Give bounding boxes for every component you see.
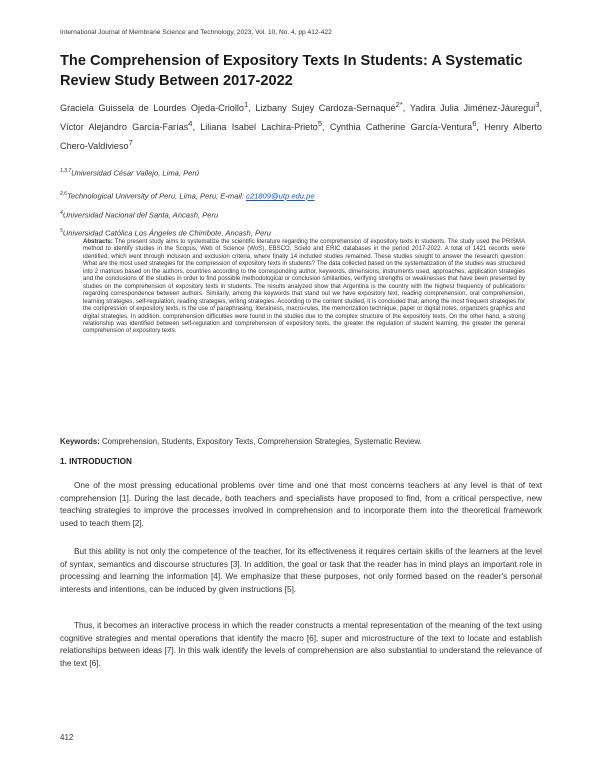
author: Yadira Julia Jiménez-Jáuregui$^3$, [409, 100, 542, 114]
affiliation: $^{1,3,7}$Universidad César Vallejo, Lima, Perú [60, 168, 200, 178]
affiliation: $^5$Universidad Católica Los Ángeles de Chimbote, Ancash, Peru [60, 228, 272, 238]
paragraph: Thus, it becomes an interactive process in which the reader constructs a mental representation of the meaning of the text using cognitive strategies and mental operations that identify the macro [6], super and microstructure of the text to locate and establish relationships between ideas [7]. In this walk identify the levels of comprehension are also substantial to understand the relevance of the text [6]. [60, 621, 542, 668]
page-number: 412 [60, 733, 74, 742]
paragraph: One of the most pressing educational problems over time and one that most concerns teachers at any level is that of text comprehension [1]. During the last decade, both teachers and specialists have proposed to find, from a critical perspective, new teaching strategies to improve the processes involved in comprehension and to incorporate them into the theoretical framework used to teach them [2]. [60, 481, 542, 528]
affiliation: $^4$Universidad Nacional del Santa, Ancash, Peru [60, 210, 219, 220]
abstract [83, 239, 525, 336]
journal-header: International Journal of Membrane Science and Technology, 2023, Vol. 10, No. 4, pp 412-422 [60, 29, 332, 36]
abstract-text: The present study aims to systematize the scientific literature regarding the comprehension of expository texts in students. The study used the PRISMA method to identify studies in the Scopus, Web of Science (WoS), EBSCO, Scielo and ERIC databases in the period 2017-2022. A total of 1421 records were identified, which went through inclusion and exclusion criteria, where finally 14 included studies remained. These studies sought to answer the research question: What are the most used strategies for the compression of expository texts in students? The data collected based on the systematization of the studies was structured into 2 matrices based on the authors, countries according to the corresponding author, keywords, dimensions, instruments used, approaches, application strategies and the conclusions of the studies in order to find possible methodological or conclusion similarities, verifying strengths or weaknesses that have been presented by studies on the comprehension of expository texts in students. The results analyzed show that Argentina is the country with the highest frequency of publications regarding correspondence between authors. Similarly, among the keywords that stand out we have expository text, reading comprehension, oral comprehension, learning strategies, self-regulation, reading strategies, writing strategies. According to the content studied, it is concluded that, among the most frequent strategies for the compression of expository texts, is the use of paraphrasing, literalness, macro-rules, the memorization technique, paper or digital notes, organizers graphics and digital strategies. In addition, comprehension difficulties were found in the studies due to the complex structure of the expository texts. On the other hand, a strong relationship was identified between self-regulation and comprehension of expository texts, the greater the regulation of student learning, the greater the general comprehension of expository texts. [83, 239, 525, 335]
keywords [60, 437, 542, 446]
author-list [60, 97, 542, 154]
affiliation: $^{2,6}$Technological University of Peru, Lima, Peru; E-mail: c21809@utp.edu.pe [60, 191, 315, 201]
author: Henry Alberto Chero-Valdivieso$^7$ [60, 122, 542, 152]
paper-title: The Comprehension of Expository Texts In Students: A Systematic Review Study Between 2017-2022 [60, 53, 523, 89]
author: Liliana Isabel Lachira-Prieto$^5$, [200, 119, 330, 133]
author: Lizbany Sujey Cardoza-Sernaqué$^{2*}$, [255, 100, 410, 114]
paragraph: But this ability is not only the competence of the teacher, for its effectiveness it requires certain skills of the learners at the level of syntax, semantics and discourse structures [3]. In addition, the goal or task that the reader has in mind plays an important role in processing and learning the information [4]. We emphasize that these purposes, not only formed based on the reader's personal interests and intentions, can be induced by given instructions [5]. [60, 547, 542, 594]
abstract-label: Abstracts: [83, 239, 113, 245]
author: Graciela Guissela de Lourdes Ojeda-Criollo$^1$, [60, 100, 256, 114]
section-heading: 1. INTRODUCTION [60, 457, 132, 466]
author: Cynthia Catherine García-Ventura$^6$, [329, 119, 485, 133]
keywords-label: Keywords: [60, 437, 100, 446]
keywords-text: Comprehension, Students, Expository Texts, Comprehension Strategies, Systematic Review. [99, 437, 422, 446]
author: Víctor Alejandro García-Farías$^4$, [60, 119, 201, 133]
email-link[interactable]: c21809@utp.edu.pe [246, 191, 315, 201]
